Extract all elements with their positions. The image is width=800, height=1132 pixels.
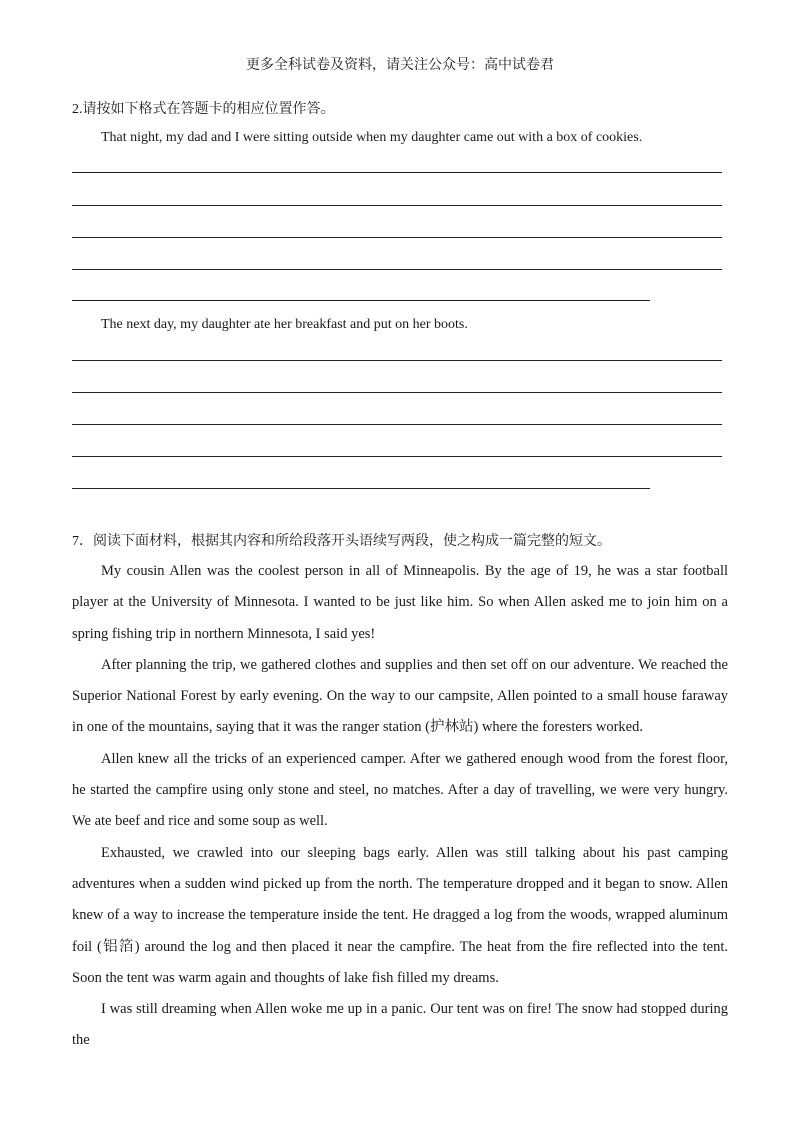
header-notice: 更多全科试卷及资料，请关注公众号：高中试卷君: [246, 58, 554, 73]
passage-paragraph: Allen knew all the tricks of an experienced camper. After we gathered enough wood from the forest floor, he started the campfire using only stone and steel, no matches. After a day of travelling, we were very hungry. We ate beef and rice and some soup as well.: [72, 750, 728, 830]
passage-paragraph: I was still dreaming when Allen woke me up in a panic. Our tent was on fire! The snow had stopped during the: [72, 1001, 728, 1049]
answer-line: [72, 456, 722, 457]
passage-paragraph: After planning the trip, we gathered clothes and supplies and then set off on our adventure. We reached the Superior National Forest by early evening. On the way to our campsite, Allen pointed to a small house faraway in one of the mountains, saying that it was the ranger station (护林站) where the foresters worked.: [72, 656, 728, 736]
answer-line: [72, 205, 722, 206]
passage: [72, 556, 728, 1057]
section2-instruction: 7．阅读下面材料，根据其内容和所给段落开头语续写两段，使之构成一篇完整的短文。: [72, 534, 611, 549]
answer-line: [72, 269, 722, 270]
answer-line: [72, 424, 722, 425]
section1-instruction: 2.请按如下格式在答题卡的相应位置作答。: [72, 102, 335, 117]
passage-paragraph: Exhausted, we crawled into our sleeping bags early. Allen was still talking about his past camping adventures when a sudden wind picked up from the north. The temperature dropped and it began to snow. Allen knew of a way to increase the temperature inside the tent. He dragged a log from the woods, wrapped aluminum foil (铝箔) around the log and then placed it near the campfire. The heat from the fire reflected into the tent. Soon the tent was warm again and thoughts of lake fish filled my dreams.: [72, 844, 728, 986]
answer-line: [72, 300, 650, 301]
prompt-1: That night, my dad and I were sitting outside when my daughter came out with a box of cookies.: [101, 130, 643, 145]
answer-line: [72, 172, 722, 173]
passage-paragraph: My cousin Allen was the coolest person in all of Minneapolis. By the age of 19, he was a star football player at the University of Minnesota. I wanted to be just like him. So when Allen asked me to join him on a spring fishing trip in northern Minnesota, I said yes!: [72, 563, 728, 642]
answer-line: [72, 488, 650, 489]
answer-line: [72, 237, 722, 238]
prompt-2: The next day, my daughter ate her breakfast and put on her boots.: [101, 317, 468, 332]
answer-line: [72, 392, 722, 393]
answer-line: [72, 360, 722, 361]
